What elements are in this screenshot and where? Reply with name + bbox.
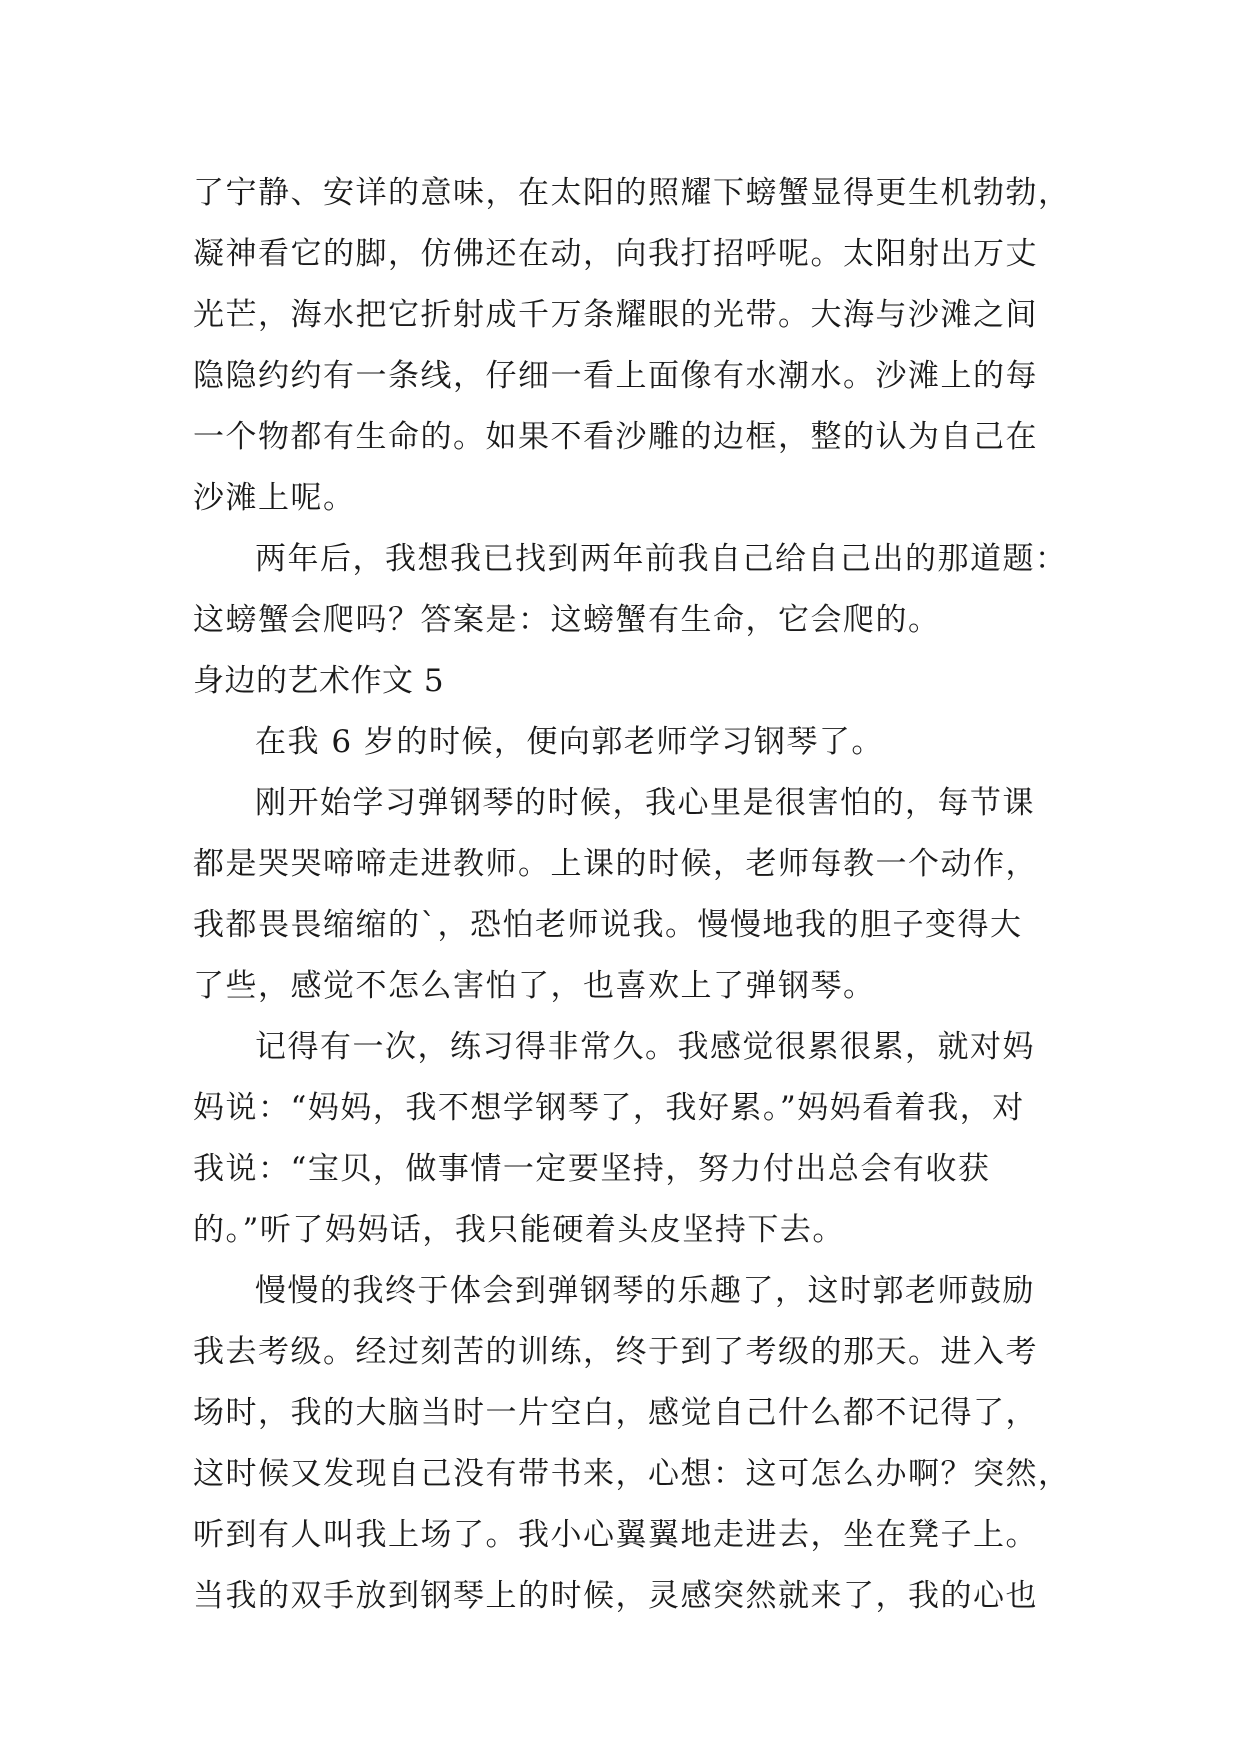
text-line: 一个物都有生命的。如果不看沙雕的边框，整的认为自己在: [193, 419, 1038, 455]
text-line: 我说：“宝贝，做事情一定要坚持，努力付出总会有收获: [193, 1151, 991, 1187]
text-line: 当我的双手放到钢琴上的时候，灵感突然就来了，我的心也: [193, 1578, 1038, 1614]
text-line: 了宁静、安详的意味，在太阳的照耀下螃蟹显得更生机勃勃，: [193, 175, 1071, 211]
text-line: 我去考级。经过刻苦的训练，终于到了考级的那天。进入考: [193, 1334, 1038, 1370]
text-line: 都是哭哭啼啼走进教师。上课的时候，老师每教一个动作，: [193, 846, 1038, 882]
text-line: 两年后，我想我已找到两年前我自己给自己出的那道题：: [255, 541, 1068, 577]
text-line: 隐隐约约有一条线，仔细一看上面像有水潮水。沙滩上的每: [193, 358, 1038, 394]
text-line: 我都畏畏缩缩的`，恐怕老师说我。慢慢地我的胆子变得大: [193, 907, 1023, 943]
text-line: 慢慢的我终于体会到弹钢琴的乐趣了，这时郭老师鼓励: [255, 1273, 1035, 1309]
text-line: 的。”听了妈妈话，我只能硬着头皮坚持下去。: [193, 1212, 845, 1248]
text-line: 听到有人叫我上场了。我小心翼翼地走进去，坐在凳子上。: [193, 1517, 1038, 1553]
text-line: 这螃蟹会爬吗？答案是：这螃蟹有生命，它会爬的。: [193, 602, 941, 638]
text-line: 凝神看它的脚，仿佛还在动，向我打招呼呢。太阳射出万丈: [193, 236, 1038, 272]
text-line: 刚开始学习弹钢琴的时候，我心里是很害怕的，每节课: [255, 785, 1035, 821]
text-line: 这时候又发现自己没有带书来，心想：这可怎么办啊？突然，: [193, 1456, 1071, 1492]
text-line: 场时，我的大脑当时一片空白，感觉自己什么都不记得了，: [193, 1395, 1038, 1431]
text-line: 沙滩上呢。: [193, 480, 356, 516]
text-line: 光芒，海水把它折射成千万条耀眼的光带。大海与沙滩之间: [193, 297, 1038, 333]
section-heading: 身边的艺术作文 5: [193, 663, 445, 699]
text-line: 记得有一次，练习得非常久。我感觉很累很累，就对妈: [255, 1029, 1035, 1065]
text-line: 妈说：“妈妈，我不想学钢琴了，我好累。”妈妈看着我，对: [193, 1090, 1025, 1126]
text-line: 了些，感觉不怎么害怕了，也喜欢上了弹钢琴。: [193, 968, 876, 1004]
text-line: 在我 6 岁的时候，便向郭老师学习钢琴了。: [255, 724, 884, 760]
